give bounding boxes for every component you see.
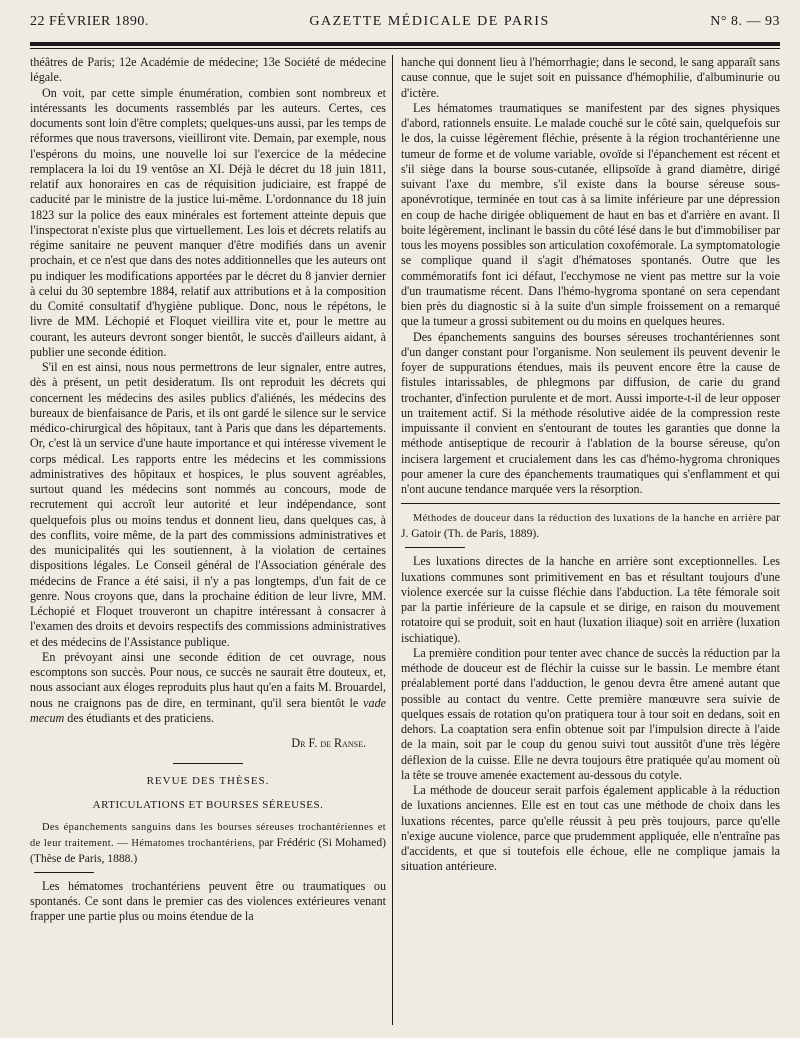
right-paragraph-1: Les hématomes traumatiques se manifestent par des signes physiques d'abord, rationnels ensuite. Le malade couché sur le côté sain, quelquefois sur le dos, la cuisse légèrement fléchie, présente à la région trochantérienne une tumeur de forme et de volume variable, ovoïde si l'épanchement est récent et s'il siège dans la bourse sous-cutanée, ellipsoïde à grand diamètre, dirigé suivant l'axe du membre, s'il existe dans la bourse séreuse sous-aponévrotique, terminée en tout cas à sa limite inférieure par une dépression en coup de hache dirigée obliquement de haut en bas et d'arrière en avant. Il boite légèrement, inclinant le bassin du côté lésé dans le but d'immobiliser par tous les moyens possibles son articulation coxofémorale. La symptomatologie se complique quand il s'agit d'hématoses spontanés. Outre que les commémoratifs font ici défaut, l'ecchymose ne vient pas mettre sur la voie d'un traumatisme récent. Dans l'hémo-hygroma spontané on sera cependant bien près du diagnostic si à la suite d'un simple froissement on a remarqué que la tumeur a grossi subitement ou du moins en quelques heures. — [401, 100, 780, 329]
thesis-entry-1-author: par Frédéric (Si Mohamed) (Thèse de Paris, 1888.) — [30, 835, 386, 865]
left-paragraph-3-end: des étudiants et des praticiens. — [67, 710, 215, 725]
right-paragraph-5: La méthode de douceur serait parfois également applicable à la réduction de luxations anciennes. Elle est en tout cas une méthode de choix dans les luxations récentes, parce qu'elle réussit à peu près toujours, parce qu'elle n'exige aucune violence, parce que prudemment appliquée, elle n'entraîne pas d'accidents, et que si toutefois elle échoue, elle ne complique jamais la situation antérieure. — [401, 783, 780, 874]
right-column — [392, 55, 780, 1025]
section-rule — [173, 763, 243, 764]
thesis-entry-1-title: Des épanchements sanguins dans les bourses séreuses trochantériennes et de leur traitement. — Hématomes trochantériens, — [30, 821, 386, 849]
thesis-entry-1 — [30, 819, 386, 866]
left-paragraph-4: Les hématomes trochantériens peuvent être ou traumatiques ou spontanés. Ce sont dans le premier cas des violences extérieures venant frapper une partie plus ou moins étendue de la — [30, 878, 386, 924]
section-title: REVUE DES THÈSES. — [146, 775, 270, 788]
page-header — [30, 14, 780, 40]
left-paragraph-3-text: En prévoyant ainsi une seconde édition de cet ouvrage, nous escomptons son succès. Pour nous, ce succès ne saurait être douteux, et, nous associant aux éloges reproduits plus haut qu'en a faits M. Brouardel, nous ne craignons pas de dire, en terminant, qu'il sera bientôt le — [30, 649, 386, 710]
header-rule-thick — [30, 42, 780, 46]
left-paragraph-1: On voit, par cette simple énumération, combien sont nombreux et intéressants les documents rassemblés par les auteurs. Certes, ces documents sont loin d'être complets; quelques-uns aussi, par les temps de réformes que nous traversons, vieilliront vite. Demain, par exemple, nous l'espérons du moins, une nouvelle loi sur l'exercice de la médecine remplacera la loi du 19 ventôse an XI. Déjà le décret du 18 juin 1811, relatif aux honoraires en cas de réquisition judiciaire, est frappé de caducité par le ministre de la justice lui-même. L'ordonnance du 18 juin 1823 sur la police des eaux minérales est fortement atteinte depuis que l'inspectorat n'existe plus que virtuellement. Les lois et décrets relatifs au régime sanitaire ne peuvent manquer d'être modifiés dans un avenir prochain, et ce n'est que dans des notes additionnelles que les auteurs ont pu indiquer les modifications apportées par le décret du 8 janvier dernier à celui du 30 septembre 1884, relatif aux attributions et à la composition du Comité consultatif d'hygiène publique. Donc, nous le répétons, le livre de MM. Léchopié et Floquet vieillira vite et, pour le mettre au courant, les auteurs devront songer bientôt, le succès d'ailleurs aidant, à publier une seconde édition. — [30, 85, 386, 359]
header-rule-thin — [30, 48, 780, 49]
right-paragraph-3: Les luxations directes de la hanche en arrière sont exceptionnelles. Les luxations communes sont primitivement en bas et résultant toujours d'une violence exercée sur la cuisse fléchie dans l'abduction. La tête fémorale soit par la partie inférieure de la capsule et se dirige, en raison du mouvement rotatoire qui se produit, soit en haut (luxation iliaque) soit en arrière (luxation ischiatique). — [401, 554, 780, 645]
right-paragraph-4: La première condition pour tenter avec chance de succès la réduction par la méthode de douceur est de fléchir la cuisse sur le bassin. Le membre étant préalablement porté dans l'adduction, le genou devra être amené autant que possible au contact du ventre. Cette première manœuvre sera suivie de quelques essais de rotation qu'on pratiquera tour à tour soit en dedans, soit en dehors. La coaptation sera enfin obtenue soit par l'impulsion directe à l'aide de la main, soit par le coup du genou suivi tout aussitôt d'une très légère déflexion de la cuisse. Elle ne devra toujours être pratiquée qu'au moment où la tête se trouve amenée exactement au-dessous du cotyle. — [401, 645, 780, 782]
thesis-entry-2-author: par J. Gatoir (Th. de Paris, 1889). — [401, 511, 780, 541]
left-paragraph-3 — [30, 650, 386, 726]
entry-divider — [401, 503, 780, 504]
columns — [30, 55, 780, 1025]
right-paragraph-2: Des épanchements sanguins des bourses séreuses trochantériennes sont d'un danger constant pour l'organisme. Non seulement ils peuvent devenir le foyer de suppurations étendues, mais ils peuvent encore être la cause de fistules intarissables, de phlegmons par diffusion, de carie du grand trochanter, d'infection purulente et de mort. Aussi importe-t-il de leur opposer un traitement actif. Si la méthode résolutive aidée de la compression reste impuissante il convient en s'entourant de toutes les garanties que donne la méthode antiseptique de recourir à l'ablation de la bourse séreuse, qu'on incisera largement et crucialement dans les cas d'hémo-hygroma chroniques pour amener la cure des épanchements traumatiques qui s'enflamment et qui n'ont aucune tendance marquée vers la résorption. — [401, 329, 780, 496]
entry-rule — [34, 872, 94, 873]
header-date: 22 FÉVRIER 1890. — [30, 14, 149, 29]
left-column — [30, 55, 392, 1025]
vade-mecum-italic: vade mecum — [30, 695, 386, 725]
right-paragraph-0: hanche qui donnent lieu à l'hémorrhagie; dans le second, le sang apparaît sans cause connue, que le sujet soit en puissance d'hémophilie, d'albuminurie ou d'ictère. — [401, 55, 780, 100]
header-page-number: N° 8. — 93 — [710, 14, 780, 29]
left-paragraph-0: théâtres de Paris; 12e Académie de médecine; 13e Société de médecine légale. — [30, 55, 386, 85]
entry-rule-2 — [405, 547, 465, 548]
thesis-entry-2-title: Méthodes de douceur dans la réduction des luxations de la hanche en arrière — [413, 513, 763, 525]
thesis-entry-2 — [401, 510, 780, 541]
header-title: GAZETTE MÉDICALE DE PARIS — [309, 14, 550, 29]
section-subtitle: ARTICULATIONS ET BOURSES SÉREUSES. — [92, 798, 324, 811]
signature: Dr F. de Ranse. — [291, 736, 366, 750]
left-paragraph-2: S'il en est ainsi, nous nous permettrons de leur signaler, entre autres, dès à présent, un petit desideratum. Ils ont reproduit les décrets qui concernent les médecins des asiles publics d'aliénés, les médecins des bureaux de bienfaisance de Paris, et ils ont gardé le silence sur le service médico-chirurgical des hôpitaux, tant à Paris que dans les départements. Or, c'est là un service d'une haute importance et qui intéresse vivement le corps médical. Les rapports entre les médecins et les commissions administratives des hôpitaux et hospices, le plus souvent agréables, surtout quand les médecins sont nommés au concours, mode de recrutement qui accroît leur autorité et leur indépendance, sont quelquefois plus ou moins tendus et donnent lieu, dans quelques cas, à des conflits, voire même, de la part des commissions administratives et des municipalités qui les soutiennent, à la violation de certaines dispositions légales. Le Conseil général de l'Association générale des médecins de France a été saisi, il n'y a pas longtemps, d'un fait de ce genre. Nous croyons que, dans la prochaine édition de leur livre, MM. Léchopié et Floquet trouveront un chapitre intéressant à consacrer à l'examen des droits et devoirs respectifs des commissions administratives et des médecins de l'Assistance publique. — [30, 360, 386, 649]
